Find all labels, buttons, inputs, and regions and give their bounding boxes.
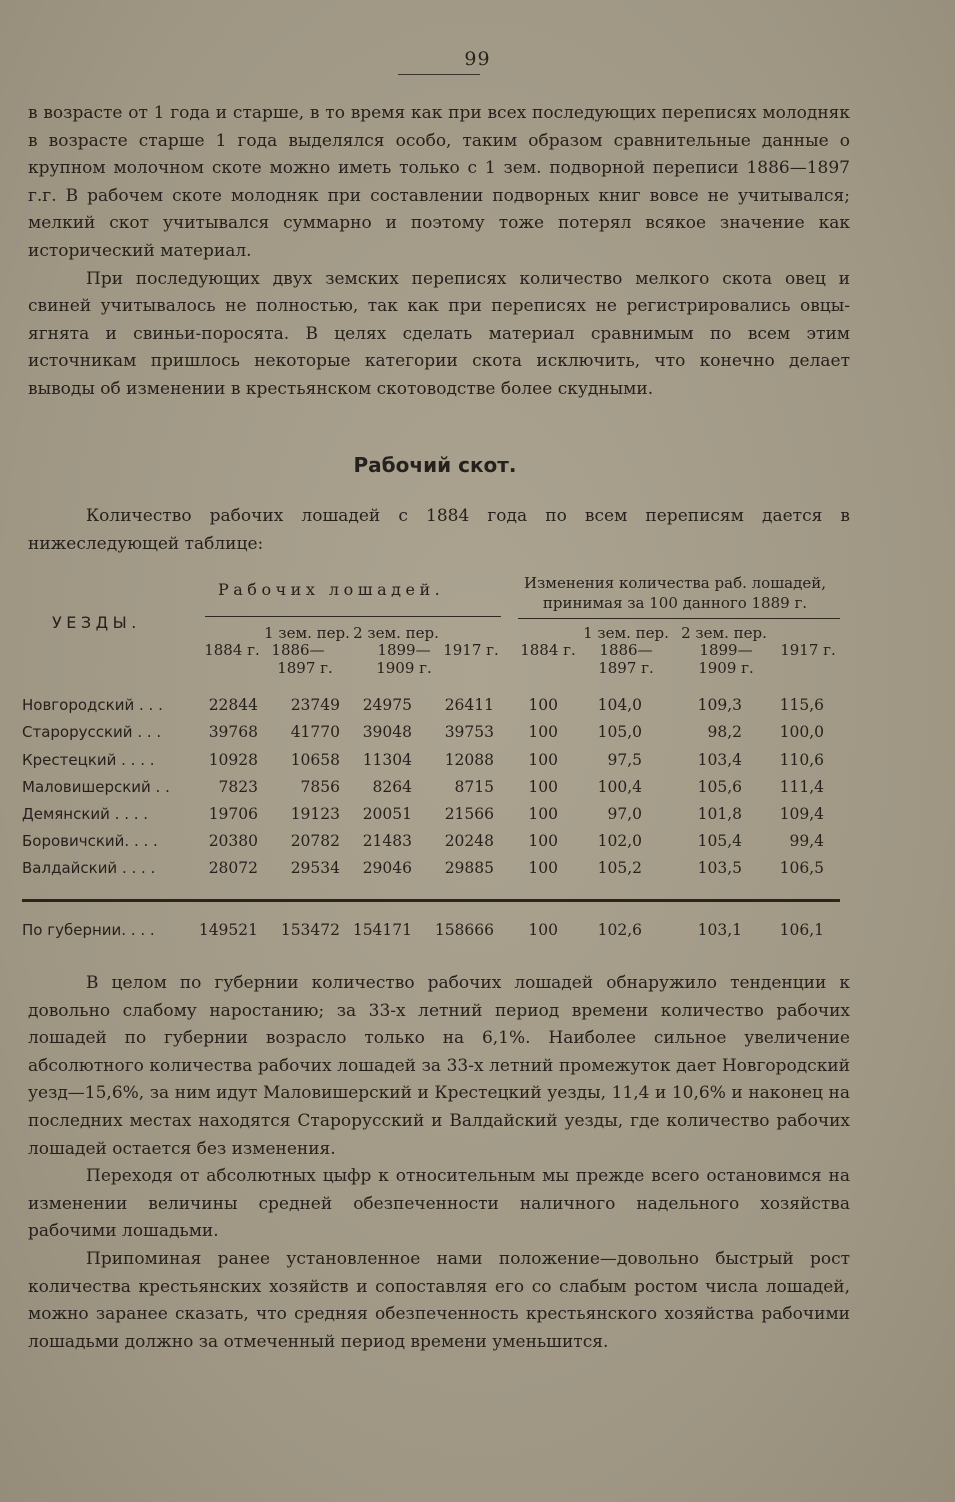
paragraph: При последующих двух земских переписях количество мелкого скота овец и свиней учитывалось не полностью, так как при переписях не регистрировались овцы-ягнята и свиньи-поросята. В целях сделать материал сравнимым по всем этим источникам пришлось некоторые категории скота исключить, что конечно делает выводы об изменении в крестьянском скотоводстве более скудными.	[28, 268, 850, 399]
paragraph: Припоминая ранее установленное нами положение—довольно быстрый рост количества крестьянских хозяйств и сопоставляя его со слабым ростом числа лошадей, можно заранее сказать, что средняя обезпеченность крестьянского хозяйства рабочими лошадьми должно за отмеченный период времени уменьшится.	[28, 1248, 850, 1352]
page-number: 99	[464, 48, 491, 70]
table-cell: 103,4	[697, 751, 742, 769]
col-header-zem1-rel-c: 1897 г.	[598, 659, 654, 677]
group-header-changes-line2: принимая за 100 данного 1889 г.	[542, 594, 808, 612]
table-cell: 39048	[362, 723, 412, 741]
table-cell: 10928	[208, 751, 258, 769]
table-row-label: Маловишерский . .	[22, 778, 170, 796]
table-row-label: Боровичский. . . .	[22, 832, 158, 850]
section-title: Рабочий скот.	[353, 453, 517, 477]
table-cell: 12088	[444, 751, 494, 769]
col-header-zem2-b: 1899—	[377, 641, 431, 659]
table-cell: 105,2	[597, 859, 642, 877]
total-cell: 102,6	[597, 921, 642, 939]
table-cell: 97,5	[607, 751, 642, 769]
table-cell: 20051	[362, 805, 412, 823]
total-row-label: По губернии. . . .	[22, 921, 155, 939]
table-cell: 8715	[454, 778, 494, 796]
col-header-zem2-a: 2 зем. пер.	[353, 624, 439, 642]
paragraph: Переходя от абсолютных цыфр к относительным мы прежде всего остановимся на изменении величины средней обезпеченности наличного надельного хозяйства рабочими лошадьми.	[28, 1166, 850, 1242]
col-header-1884: 1884 г.	[204, 641, 260, 659]
table-cell: 110,6	[779, 751, 824, 769]
table-cell: 100	[528, 778, 558, 796]
table-cell: 109,3	[697, 696, 742, 714]
col-header-zem1-rel-a: 1 зем. пер.	[583, 624, 669, 642]
col-header-zem1-rel-b: 1886—	[599, 641, 653, 659]
table-intro	[28, 503, 850, 558]
col-header-zem1-a: 1 зем. пер.	[264, 624, 350, 642]
table-cell: 26411	[444, 696, 494, 714]
table-cell: 100	[528, 723, 558, 741]
col-header-zem1-b: 1886—	[271, 641, 325, 659]
col-header-zem2-c: 1909 г.	[376, 659, 432, 677]
table-row-label: Крестецкий . . . .	[22, 751, 155, 769]
table-cell: 23749	[290, 696, 340, 714]
col-header-1917: 1917 г.	[443, 641, 499, 659]
total-cell: 100	[528, 921, 558, 939]
col-header-zem2-rel-b: 1899—	[699, 641, 753, 659]
table-row-label: Старорусский . . .	[22, 723, 162, 741]
table-cell: 21566	[444, 805, 494, 823]
table-cell: 19706	[208, 805, 258, 823]
table-cell: 105,6	[697, 778, 742, 796]
total-rule	[22, 899, 840, 902]
group-rule-2	[518, 618, 840, 619]
table-cell: 41770	[290, 723, 340, 741]
group-header-changes-line1: Изменения количества раб. лошадей,	[524, 574, 826, 592]
table-cell: 39768	[208, 723, 258, 741]
table-cell: 20248	[444, 832, 494, 850]
table-cell: 106,5	[779, 859, 824, 877]
table-cell: 7856	[300, 778, 340, 796]
table-cell: 98,2	[707, 723, 742, 741]
total-cell: 103,1	[697, 921, 742, 939]
page-number-rule	[398, 74, 480, 75]
table-cell: 109,4	[779, 805, 824, 823]
col-header-1884-rel: 1884 г.	[520, 641, 576, 659]
total-cell: 153472	[280, 921, 340, 939]
table-cell: 28072	[208, 859, 258, 877]
table-cell: 29534	[290, 859, 340, 877]
col-header-1917-rel: 1917 г.	[780, 641, 836, 659]
col-header-zem2-rel-a: 2 зем. пер.	[681, 624, 767, 642]
table-cell: 19123	[290, 805, 340, 823]
table-cell: 21483	[362, 832, 412, 850]
total-cell: 158666	[434, 921, 494, 939]
table-cell: 104,0	[597, 696, 642, 714]
table-cell: 20782	[290, 832, 340, 850]
table-cell: 29885	[444, 859, 494, 877]
total-cell: 106,1	[779, 921, 824, 939]
col-header-zem2-rel-c: 1909 г.	[698, 659, 754, 677]
table-cell: 115,6	[779, 696, 824, 714]
table-cell: 8264	[372, 778, 412, 796]
paragraph: В целом по губернии количество рабочих лошадей обнаружило тенденции к довольно слабому наростанию; за 33-х летний период времени количество рабочих лошадей по губернии возрасло только на 6,1%. Наиболее сильное увеличение абсолютного количества рабочих лошадей за 33-х летний промежуток дает Новгородский уезд—15,6%, за ним идут Маловишерский и Крестецкий уезды, 11,4 и 10,6% и наконец на последних местах находятся Старорусский и Валдайский уезды, где количество рабочих лошадей остается без изменения.	[28, 973, 850, 1159]
group-rule-1	[205, 616, 501, 617]
table-cell: 100,0	[779, 723, 824, 741]
table-cell: 20380	[208, 832, 258, 850]
table-cell: 11304	[362, 751, 412, 769]
table-cell: 24975	[362, 696, 412, 714]
table-row-label: Новгородский . . .	[22, 696, 163, 714]
table-row-label: Валдайский . . . .	[22, 859, 156, 877]
table-cell: 100	[528, 805, 558, 823]
stub-header: УЕЗДЫ.	[52, 613, 141, 632]
table-cell: 103,5	[697, 859, 742, 877]
text-block-top	[28, 100, 850, 404]
total-cell: 149521	[198, 921, 258, 939]
table-cell: 100	[528, 696, 558, 714]
table-cell: 39753	[444, 723, 494, 741]
table-cell: 102,0	[597, 832, 642, 850]
table-cell: 99,4	[789, 832, 824, 850]
table-cell: 105,4	[697, 832, 742, 850]
table-row-label: Демянский . . . .	[22, 805, 149, 823]
table-cell: 100	[528, 751, 558, 769]
table-cell: 101,8	[697, 805, 742, 823]
table-cell: 100,4	[597, 778, 642, 796]
table-cell: 7823	[218, 778, 258, 796]
table-cell: 111,4	[779, 778, 824, 796]
table-cell: 100	[528, 859, 558, 877]
table-cell: 29046	[362, 859, 412, 877]
total-cell: 154171	[352, 921, 412, 939]
text-block-bottom	[28, 970, 850, 1356]
paragraph: в возрасте от 1 года и старше, в то время как при всех последующих переписях молодняк в возрасте старше 1 года выделялся особо, таким образом сравнительные данные о крупном молочном скоте можно иметь только с 1 зем. подворной переписи 1886—1897 г.г. В рабочем скоте молодняк при составлении подворных книг вовсе не учитывался; мелкий скот учитывался суммарно и поэтому тоже потерял всякое значение как исторический материал.	[28, 103, 850, 261]
table-cell: 22844	[208, 696, 258, 714]
col-header-zem1-c: 1897 г.	[277, 659, 333, 677]
table-cell: 97,0	[607, 805, 642, 823]
table-cell: 105,0	[597, 723, 642, 741]
table-cell: 10658	[290, 751, 340, 769]
table-cell: 100	[528, 832, 558, 850]
group-header-horses: Рабочих лошадей.	[218, 580, 445, 599]
paragraph: Количество рабочих лошадей с 1884 года по всем переписям дается в нижеследующей таблице:	[28, 506, 850, 554]
